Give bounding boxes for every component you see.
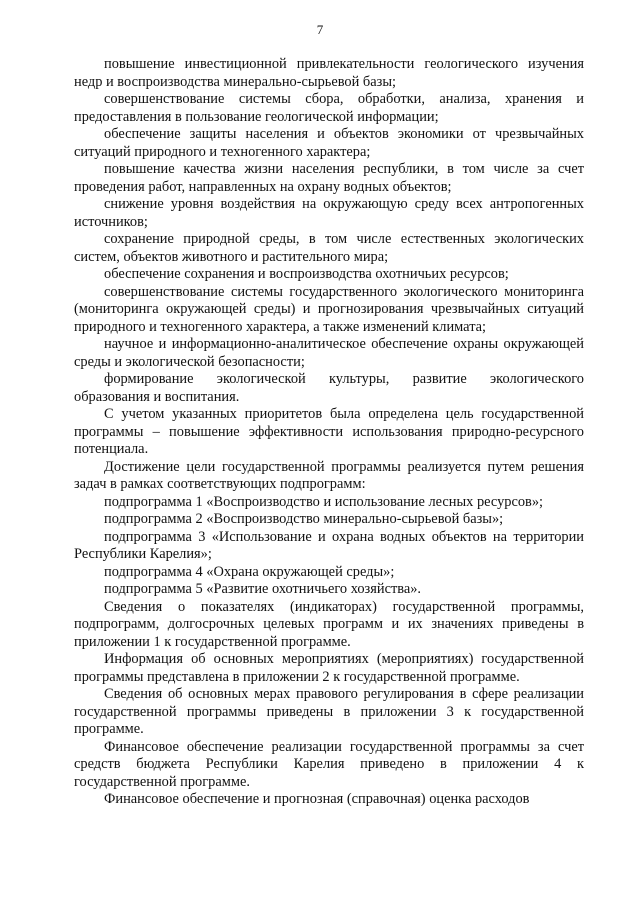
- paragraph-investment-attractiveness: повышение инвестиционной привлекательности геологического изучения недр и воспроизводства минерально-сырьевой базы;: [74, 56, 584, 90]
- paragraph-program-goal: С учетом указанных приоритетов была определена цель государственной программы – повышение эффективности использования природно-ресурсного потенциала.: [74, 406, 584, 457]
- paragraph-environmental-monitoring: совершенствование системы государственного экологического мониторинга (мониторинга окружающей среды) и прогнозирования чрезвычайных ситуаций природного и техногенного характера, а также изменений климата;: [74, 283, 584, 335]
- paragraph-subprogram-2: подпрограмма 2 «Воспроизводство минерально-сырьевой базы»;: [104, 511, 504, 527]
- paragraph-subprogram-5: подпрограмма 5 «Развитие охотничьего хозяйства».: [104, 581, 422, 597]
- paragraph-ecological-culture: формирование экологической культуры, развитие экологического образования и воспитания.: [74, 371, 584, 405]
- paragraph-geological-information: совершенствование системы сбора, обработки, анализа, хранения и предоставления в пользование геологической информации;: [74, 91, 584, 125]
- paragraph-financing-forecast: Финансовое обеспечение и прогнозная (справочная) оценка расходов: [104, 791, 530, 807]
- paragraph-quality-of-life: повышение качества жизни населения республики, в том числе за счет проведения работ, направленных на охрану водных объектов;: [74, 161, 584, 195]
- page-number: 7: [316, 22, 324, 37]
- paragraph-financing-appendix-4: Финансовое обеспечение реализации государственной программы за счет средств бюджета Республики Карелия приведено в приложении 4 к государственной программе.: [74, 738, 584, 790]
- document-body: [74, 56, 584, 809]
- paragraph-subprogram-3: подпрограмма 3 «Использование и охрана водных объектов на территории Республики Карелия»;: [74, 528, 584, 562]
- paragraph-hunting-resources: обеспечение сохранения и воспроизводства охотничьих ресурсов;: [104, 266, 509, 282]
- paragraph-subprogram-1: подпрограмма 1 «Воспроизводство и использование лесных ресурсов»;: [104, 493, 544, 510]
- paragraph-scientific-support: научное и информационно-аналитическое обеспечение охраны окружающей среды и экологической безопасности;: [74, 336, 584, 370]
- paragraph-nature-preservation: сохранение природной среды, в том числе естественных экологических систем, объектов животного и растительного мира;: [74, 231, 584, 265]
- paragraph-subprogram-4: подпрограмма 4 «Охрана окружающей среды»;: [104, 563, 395, 580]
- paragraph-legal-regulation-appendix-3: Сведения об основных мерах правового регулирования в сфере реализации государственной программы приведены в приложении 3 к государственной программе.: [74, 686, 584, 737]
- paragraph-emergency-protection: обеспечение защиты населения и объектов экономики от чрезвычайных ситуаций природного и техногенного характера;: [74, 126, 584, 160]
- paragraph-activities-appendix-2: Информация об основных мероприятиях (мероприятиях) государственной программы представлена в приложении 2 к государственной программе.: [74, 651, 584, 685]
- paragraph-indicators-appendix-1: Сведения о показателях (индикаторах) государственной программы, подпрограмм, долгосрочных целевых программ и их значениях приведены в приложении 1 к государственной программе.: [74, 598, 584, 650]
- paragraph-goal-achievement: Достижение цели государственной программы реализуется путем решения задач в рамках соответствующих подпрограмм:: [74, 458, 584, 492]
- paragraph-impact-reduction: снижение уровня воздействия на окружающую среду всех антропогенных источников;: [74, 196, 584, 230]
